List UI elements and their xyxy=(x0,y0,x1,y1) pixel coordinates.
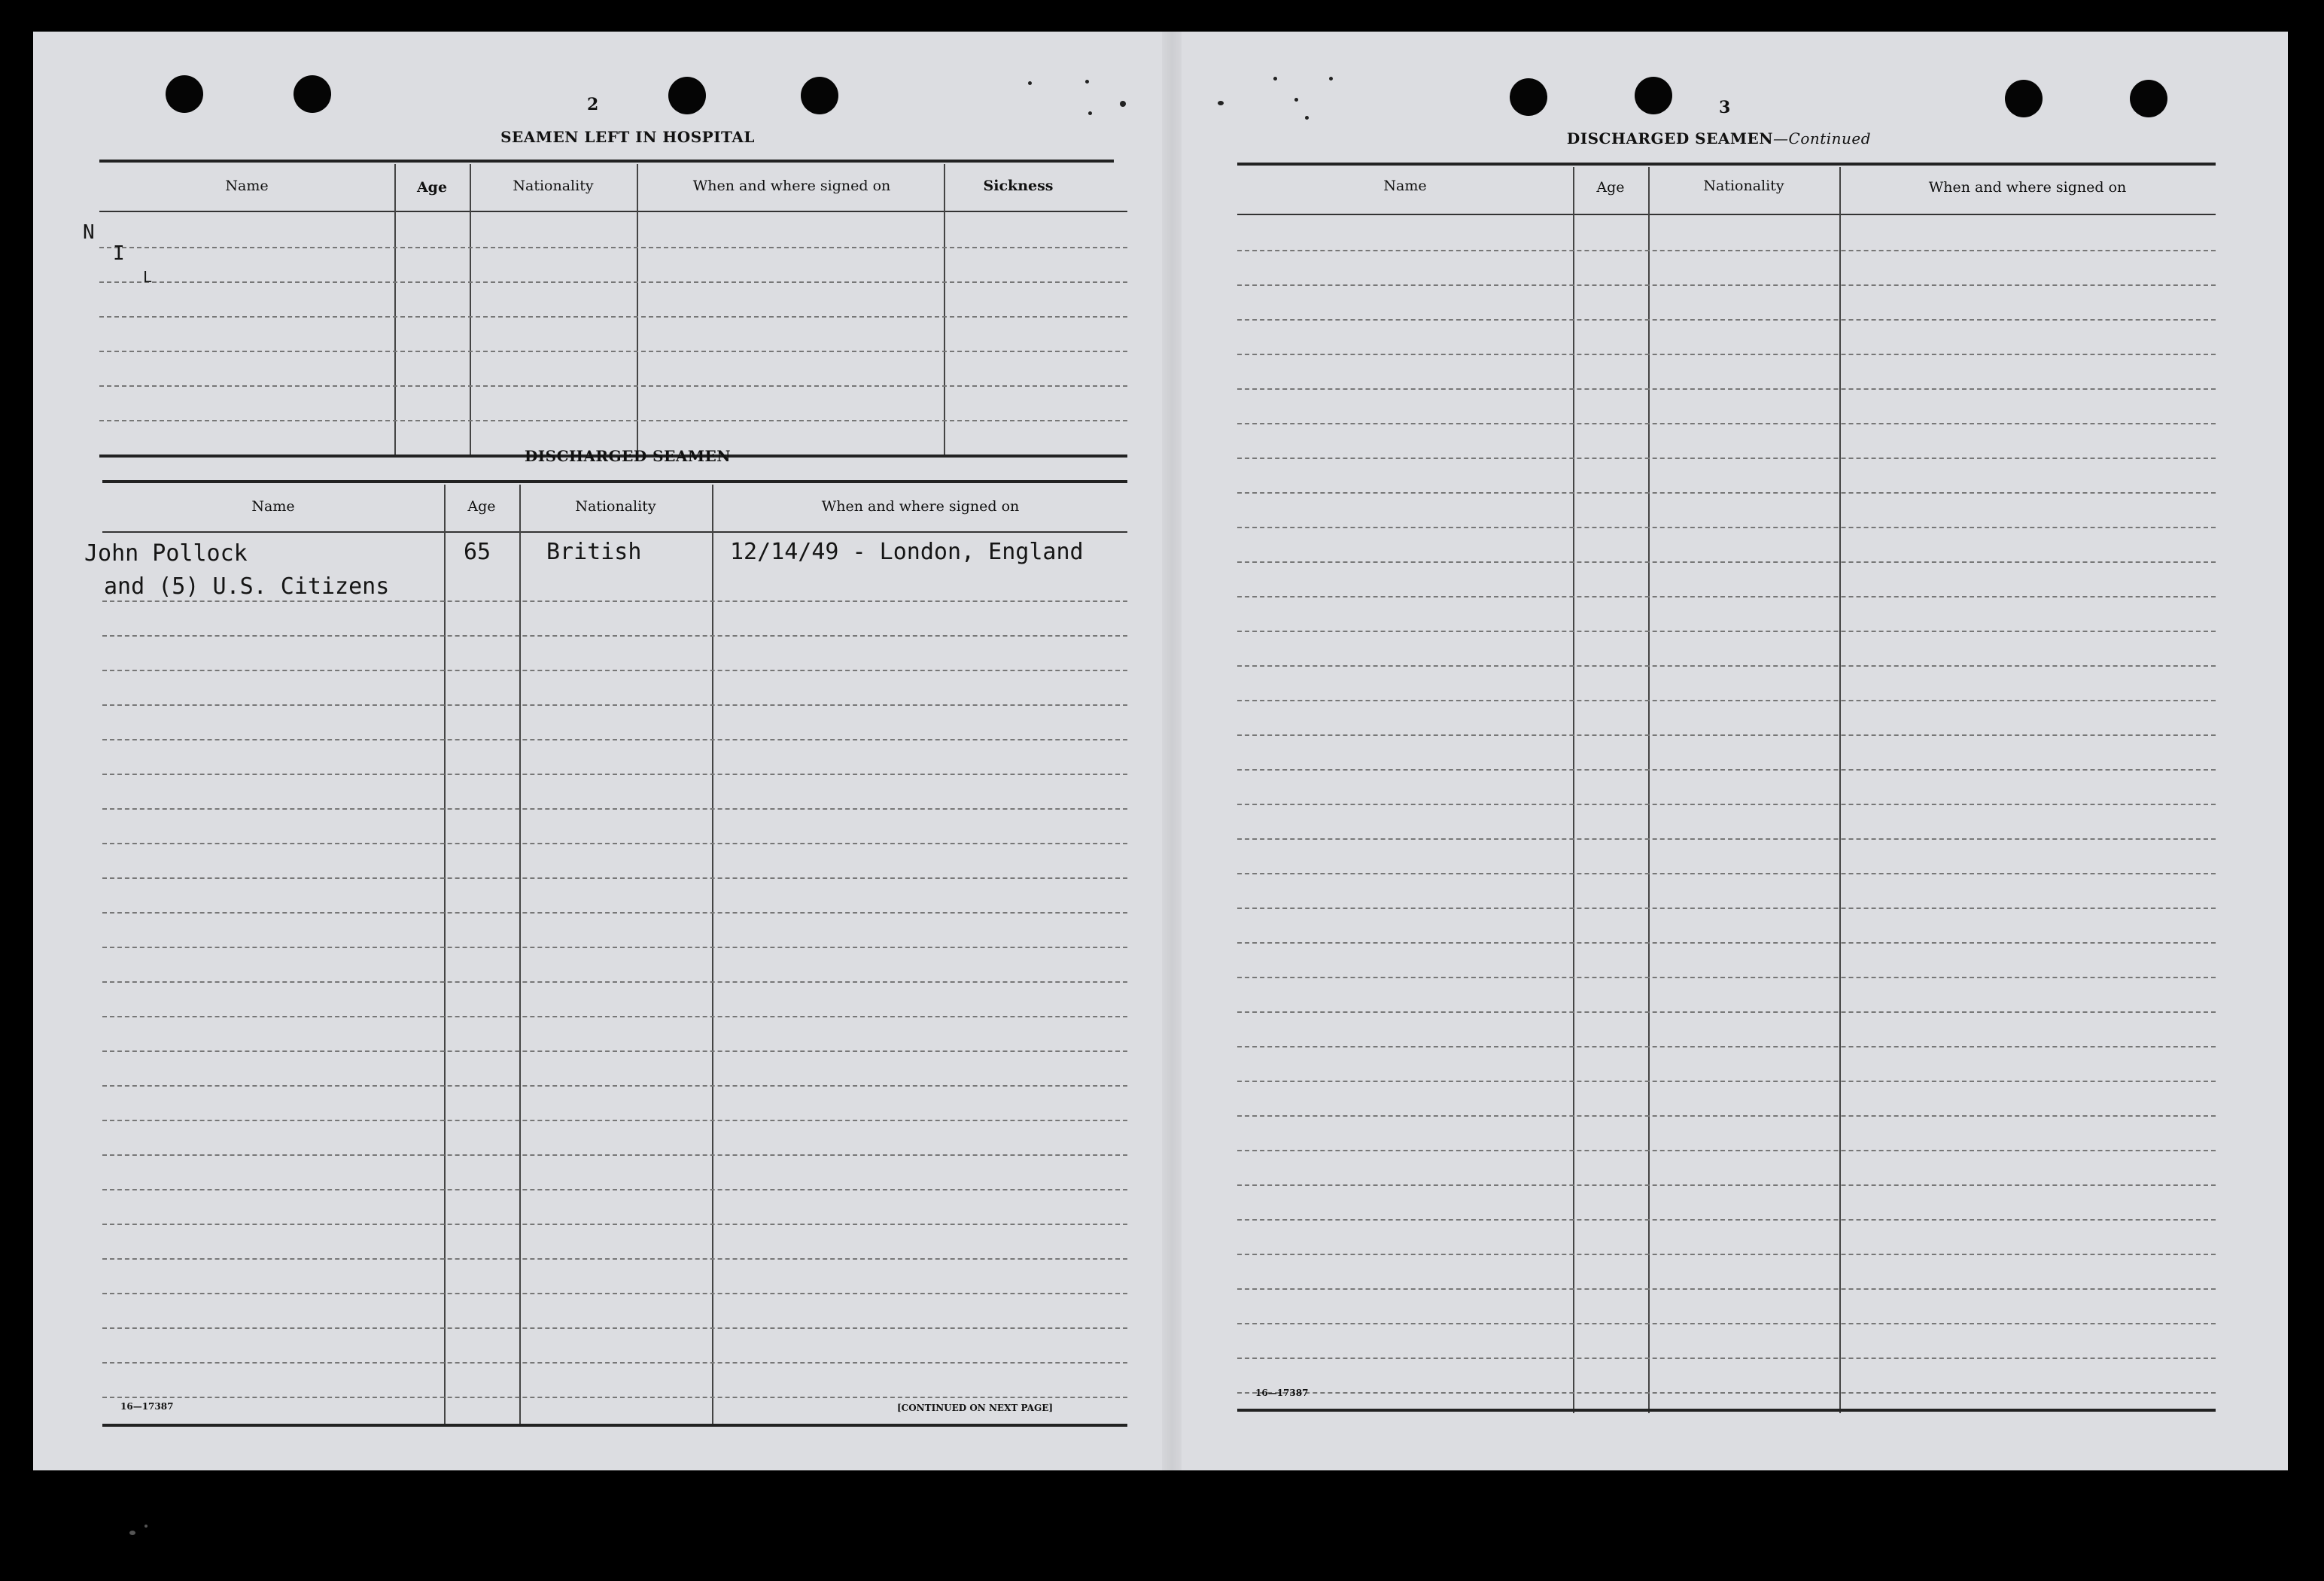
discharged-row-line xyxy=(102,739,1127,740)
discharged-row-line xyxy=(102,774,1127,775)
right-row-line xyxy=(1237,838,2216,840)
right-row-line xyxy=(1237,1011,2216,1013)
right-row-line xyxy=(1237,908,2216,909)
hospital-header-sickness: Sickness xyxy=(983,178,1054,194)
discharged-row-line xyxy=(102,947,1127,948)
discharged-row-line xyxy=(102,1362,1127,1364)
hospital-col-divider xyxy=(470,164,471,458)
hospital-row-line xyxy=(99,316,1127,318)
discharged-row-line xyxy=(102,1397,1127,1398)
right-page-number: 3 xyxy=(1719,98,1731,117)
hospital-row-line xyxy=(99,385,1127,387)
right-row-line xyxy=(1237,458,2216,459)
left-form-number: 16—17387 xyxy=(120,1401,174,1412)
hospital-col-divider xyxy=(637,164,638,458)
right-header-rule xyxy=(1237,214,2216,215)
discharged-row-line xyxy=(102,1120,1127,1121)
right-row-line xyxy=(1237,734,2216,736)
page-fold xyxy=(1162,32,1182,1470)
punch-hole xyxy=(801,77,838,114)
discharged-row-line xyxy=(102,1189,1127,1190)
discharged-header-age: Age xyxy=(467,498,496,515)
punch-hole xyxy=(1635,77,1672,114)
punch-hole xyxy=(1510,78,1547,116)
right-row-line xyxy=(1237,561,2216,563)
hospital-entry-letter: I xyxy=(113,242,125,265)
discharged-row-line xyxy=(102,704,1127,706)
right-row-line xyxy=(1237,388,2216,390)
right-row-line xyxy=(1237,492,2216,494)
right-header-name: Name xyxy=(1383,178,1427,194)
right-row-line xyxy=(1237,1323,2216,1324)
punch-hole xyxy=(166,75,203,113)
hospital-col-divider xyxy=(394,164,396,458)
discharged-row-line xyxy=(102,1050,1127,1052)
right-row-line xyxy=(1237,284,2216,286)
discharged-row-line xyxy=(102,1224,1127,1225)
discharged-row-line xyxy=(102,981,1127,983)
discharged-section-title: DISCHARGED SEAMEN xyxy=(524,447,732,465)
hospital-header-nationality: Nationality xyxy=(513,178,594,194)
hospital-section-title: SEAMEN LEFT IN HOSPITAL xyxy=(500,128,755,146)
scan-speck xyxy=(1305,116,1309,120)
hospital-header-age: Age xyxy=(416,179,448,196)
discharged-row-line xyxy=(102,600,1127,602)
discharged-bottom-rule xyxy=(102,1424,1127,1427)
right-row-line xyxy=(1237,942,2216,944)
discharged-header-name: Name xyxy=(251,498,295,515)
right-bottom-rule xyxy=(1237,1409,2216,1412)
punch-hole xyxy=(2005,80,2043,117)
right-row-line xyxy=(1237,631,2216,632)
scan-speck xyxy=(1028,81,1032,85)
discharged-row-line xyxy=(102,1293,1127,1294)
discharged-row-line xyxy=(102,1016,1127,1017)
right-row-line xyxy=(1237,527,2216,528)
left-page-number: 2 xyxy=(587,95,599,114)
seaman-name-continued: and (5) U.S. Citizens xyxy=(104,573,390,600)
continued-note: [CONTINUED ON NEXT PAGE] xyxy=(897,1403,1054,1413)
right-row-line xyxy=(1237,1046,2216,1047)
discharged-row-line xyxy=(102,808,1127,810)
hospital-top-rule xyxy=(99,160,1114,163)
right-header-nationality: Nationality xyxy=(1703,178,1784,194)
right-title-suffix: —Continued xyxy=(1773,129,1872,147)
discharged-header-rule xyxy=(102,531,1127,533)
hospital-row-line xyxy=(99,281,1127,283)
hospital-entry-letter: L xyxy=(143,268,153,286)
discharged-col-divider xyxy=(519,485,521,1427)
right-row-line xyxy=(1237,873,2216,874)
right-row-line xyxy=(1237,769,2216,771)
discharged-row-line xyxy=(102,912,1127,914)
discharged-col-divider xyxy=(712,485,713,1427)
right-row-line xyxy=(1237,700,2216,701)
discharged-row-line xyxy=(102,635,1127,637)
punch-hole xyxy=(668,77,706,114)
hospital-header-name: Name xyxy=(225,178,269,194)
right-row-line xyxy=(1237,665,2216,667)
scan-speck xyxy=(1273,77,1277,81)
discharged-row-line xyxy=(102,1085,1127,1087)
scan-speck xyxy=(129,1531,135,1535)
right-row-line xyxy=(1237,1081,2216,1082)
right-row-line xyxy=(1237,423,2216,424)
discharged-col-divider xyxy=(444,485,446,1427)
discharged-row-line xyxy=(102,843,1127,844)
scan-speck xyxy=(1085,80,1089,84)
hospital-col-divider xyxy=(944,164,945,458)
right-top-rule xyxy=(1237,163,2216,166)
hospital-header-rule xyxy=(99,211,1127,212)
hospital-row-line xyxy=(99,420,1127,421)
right-row-line xyxy=(1237,1219,2216,1221)
hospital-row-line xyxy=(99,351,1127,352)
record-sheet xyxy=(33,32,2288,1470)
scan-speck xyxy=(1294,98,1298,102)
seaman-nationality: British xyxy=(546,539,642,565)
right-row-line xyxy=(1237,1150,2216,1151)
right-section-title xyxy=(1508,129,1930,147)
right-row-line xyxy=(1237,1288,2216,1290)
seaman-name: John Pollock xyxy=(84,540,248,567)
discharged-top-rule xyxy=(102,480,1127,483)
discharged-row-line xyxy=(102,877,1127,879)
right-row-line xyxy=(1237,804,2216,805)
discharged-row-line xyxy=(102,1258,1127,1260)
seaman-age: 65 xyxy=(464,539,491,565)
punch-hole xyxy=(294,75,331,113)
discharged-row-line xyxy=(102,670,1127,671)
punch-hole xyxy=(2130,80,2167,117)
hospital-entry-letter: N xyxy=(83,221,95,244)
right-row-line xyxy=(1237,250,2216,251)
right-row-line xyxy=(1237,354,2216,355)
discharged-header-nationality: Nationality xyxy=(575,498,656,515)
scan-speck xyxy=(144,1525,148,1528)
right-row-line xyxy=(1237,1392,2216,1394)
right-row-line xyxy=(1237,1115,2216,1117)
right-row-line xyxy=(1237,977,2216,978)
right-row-line xyxy=(1237,319,2216,321)
right-row-line xyxy=(1237,596,2216,597)
discharged-row-line xyxy=(102,1327,1127,1329)
discharged-header-signed-on: When and where signed on xyxy=(821,498,1020,515)
scan-speck xyxy=(1218,101,1224,105)
scan-speck xyxy=(1329,77,1333,81)
right-row-line xyxy=(1237,1184,2216,1186)
hospital-header-signed-on: When and where signed on xyxy=(692,178,891,194)
right-header-age: Age xyxy=(1596,179,1625,196)
scan-speck xyxy=(1120,101,1126,107)
right-title-text: DISCHARGED SEAMEN xyxy=(1566,129,1774,147)
right-row-line xyxy=(1237,1254,2216,1255)
right-row-line xyxy=(1237,1358,2216,1359)
right-form-number: 16—17387 xyxy=(1255,1388,1309,1398)
discharged-row-line xyxy=(102,1154,1127,1156)
seaman-signed-on: 12/14/49 - London, England xyxy=(730,539,1084,565)
hospital-row-line xyxy=(99,247,1127,248)
right-header-signed-on: When and where signed on xyxy=(1928,179,2127,196)
scan-speck xyxy=(1088,111,1092,115)
